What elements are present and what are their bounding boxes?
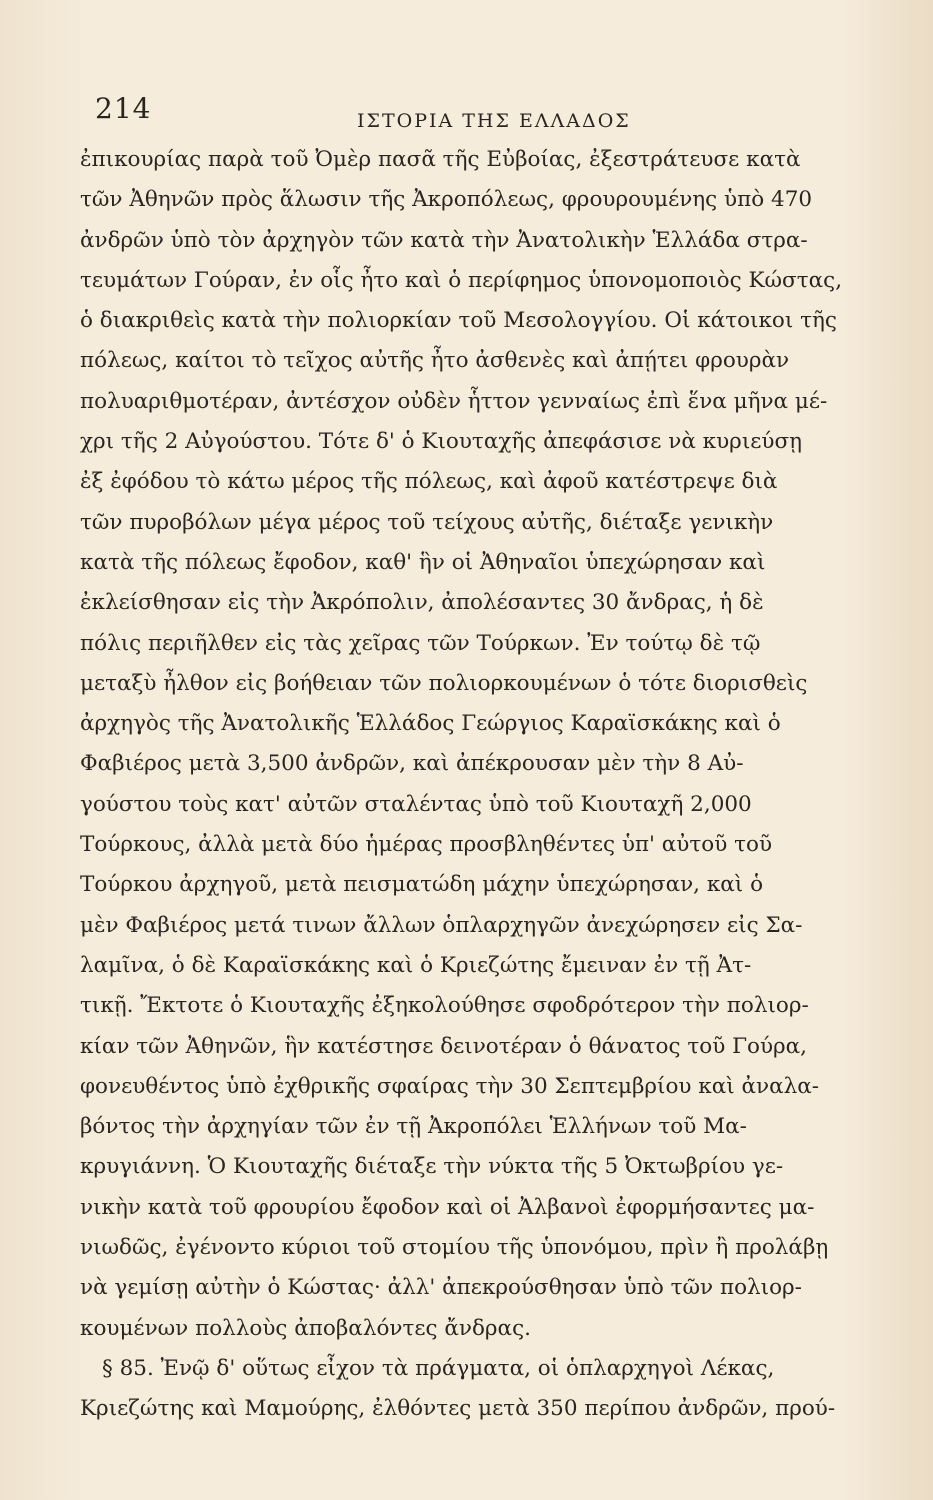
text-line: ὁ διακριθεὶς κατὰ τὴν πολιορκίαν τοῦ Μεσολογγίου. Οἱ κάτοικοι τῆς	[80, 308, 837, 334]
text-line: μεταξὺ ἦλθον εἰς βοήθειαν τῶν πολιορκουμένων ὁ τότε διορισθεὶς	[80, 670, 808, 696]
text-line: πόλεως, καίτοι τὸ τεῖχος αὐτῆς ἦτο ἀσθενὲς καὶ ἀπῄτει φρουρὰν	[80, 348, 790, 374]
text-line: τικῇ. Ἔκτοτε ὁ Κιουταχῆς ἐξηκολούθησε σφοδρότερον τὴν πολιορ-	[80, 993, 809, 1019]
text-line: γούστου τοὺς κατ' αὐτῶν σταλέντας ὑπὸ τοῦ Κιουταχῆ 2,000	[80, 791, 752, 817]
text-line: πόλις περιῆλθεν εἰς τὰς χεῖρας τῶν Τούρκων. Ἐν τούτῳ δὲ τῷ	[80, 630, 761, 656]
text-line: νὰ γεμίσῃ αὐτὴν ὁ Κώστας· ἀλλ' ἀπεκρούσθησαν ὑπὸ τῶν πολιορ-	[80, 1275, 802, 1301]
text-line: τῶν Ἀθηνῶν πρὸς ἅλωσιν τῆς Ἀκροπόλεως, φρουρουμένης ὑπὸ 470	[80, 187, 813, 213]
text-line: λαμῖνα, ὁ δὲ Καραϊσκάκης καὶ ὁ Κριεζώτης ἔμειναν ἐν τῇ Ἀτ-	[80, 952, 752, 978]
text-line: κουμένων πολλοὺς ἀποβαλόντες ἄνδρας.	[80, 1315, 531, 1341]
body-text	[80, 140, 862, 1430]
text-line: Τούρκου ἀρχηγοῦ, μετὰ πεισματώδη μάχην ὑπεχώρησαν, καὶ ὁ	[80, 872, 764, 898]
text-line: βόντος τὴν ἀρχηγίαν τῶν ἐν τῇ Ἀκροπόλει Ἑλλήνων τοῦ Μα-	[80, 1114, 747, 1140]
text-line: χρι τῆς 2 Αὐγούστου. Τότε δ' ὁ Κιουταχῆς ἀπεφάσισε νὰ κυριεύσῃ	[80, 429, 803, 455]
text-line: τευμάτων Γούραν, ἐν οἷς ἦτο καὶ ὁ περίφημος ὑπονομοποιὸς Κώστας,	[80, 267, 843, 293]
text-line: Κριεζώτης καὶ Μαμούρης, ἐλθόντες μετὰ 350 περίπου ἀνδρῶν, πρού-	[80, 1396, 836, 1422]
text-line: κατὰ τῆς πόλεως ἔφοδον, καθ' ἣν οἱ Ἀθηναῖοι ὑπεχώρησαν καὶ	[80, 549, 766, 575]
text-line: μὲν Φαβιέρος μετά τινων ἄλλων ὁπλαρχηγῶν ἀνεχώρησεν εἰς Σα-	[80, 912, 803, 938]
running-title: ΙΣΤΟΡΙΑ ΤΗΣ ΕΛΛΑΔΟΣ	[357, 110, 631, 132]
page-number: 214	[95, 92, 152, 125]
text-line: τῶν πυροβόλων μέγα μέρος τοῦ τείχους αὐτῆς, διέταξε γενικὴν	[80, 509, 774, 535]
text-line: κρυγιάννη. Ὁ Κιουταχῆς διέταξε τὴν νύκτα τῆς 5 Ὀκτωβρίου γε-	[80, 1154, 784, 1180]
text-line: φονευθέντος ὑπὸ ἐχθρικῆς σφαίρας τὴν 30 Σεπτεμβρίου καὶ ἀναλα-	[80, 1073, 820, 1099]
text-line: νιωδῶς, ἐγένοντο κύριοι τοῦ στομίου τῆς ὑπονόμου, πρὶν ἢ προλάβῃ	[80, 1235, 829, 1261]
text-line: Φαβιέρος μετὰ 3,500 ἀνδρῶν, καὶ ἀπέκρουσαν μὲν τὴν 8 Αὐ-	[80, 751, 744, 777]
page-header	[95, 92, 865, 142]
text-line: νικὴν κατὰ τοῦ φρουρίου ἔφοδον καὶ οἱ Ἀλβανοὶ ἐφορμήσαντες μα-	[80, 1194, 815, 1220]
text-line: Τούρκους, ἀλλὰ μετὰ δύο ἡμέρας προσβληθέντες ὑπ' αὐτοῦ τοῦ	[80, 832, 773, 858]
section-start-line: § 85. Ἐνῷ δ' οὕτως εἶχον τὰ πράγματα, οἱ ὁπλαρχηγοὶ Λέκας,	[102, 1355, 775, 1381]
text-line: ἐξ ἐφόδου τὸ κάτω μέρος τῆς πόλεως, καὶ ἀφοῦ κατέστρεψε διὰ	[80, 469, 778, 495]
text-line: πολυαριθμοτέραν, ἀντέσχον οὐδὲν ἧττον γενναίως ἐπὶ ἕνα μῆνα μέ-	[80, 388, 828, 414]
text-line: ἐπικουρίας παρὰ τοῦ Ὀμὲρ πασᾶ τῆς Εὐβοίας, ἐξεστράτευσε κατὰ	[80, 147, 801, 172]
text-line: ἀνδρῶν ὑπὸ τὸν ἀρχηγὸν τῶν κατὰ τὴν Ἀνατολικὴν Ἑλλάδα στρα-	[80, 227, 808, 253]
text-line: κίαν τῶν Ἀθηνῶν, ἣν κατέστησε δεινοτέραν ὁ θάνατος τοῦ Γούρα,	[80, 1033, 808, 1059]
text-line: ἐκλείσθησαν εἰς τὴν Ἀκρόπολιν, ἀπολέσαντες 30 ἄνδρας, ἡ δὲ	[80, 590, 764, 616]
text-line: ἀρχηγὸς τῆς Ἀνατολικῆς Ἑλλάδος Γεώργιος Καραϊσκάκης καὶ ὁ	[80, 711, 781, 737]
